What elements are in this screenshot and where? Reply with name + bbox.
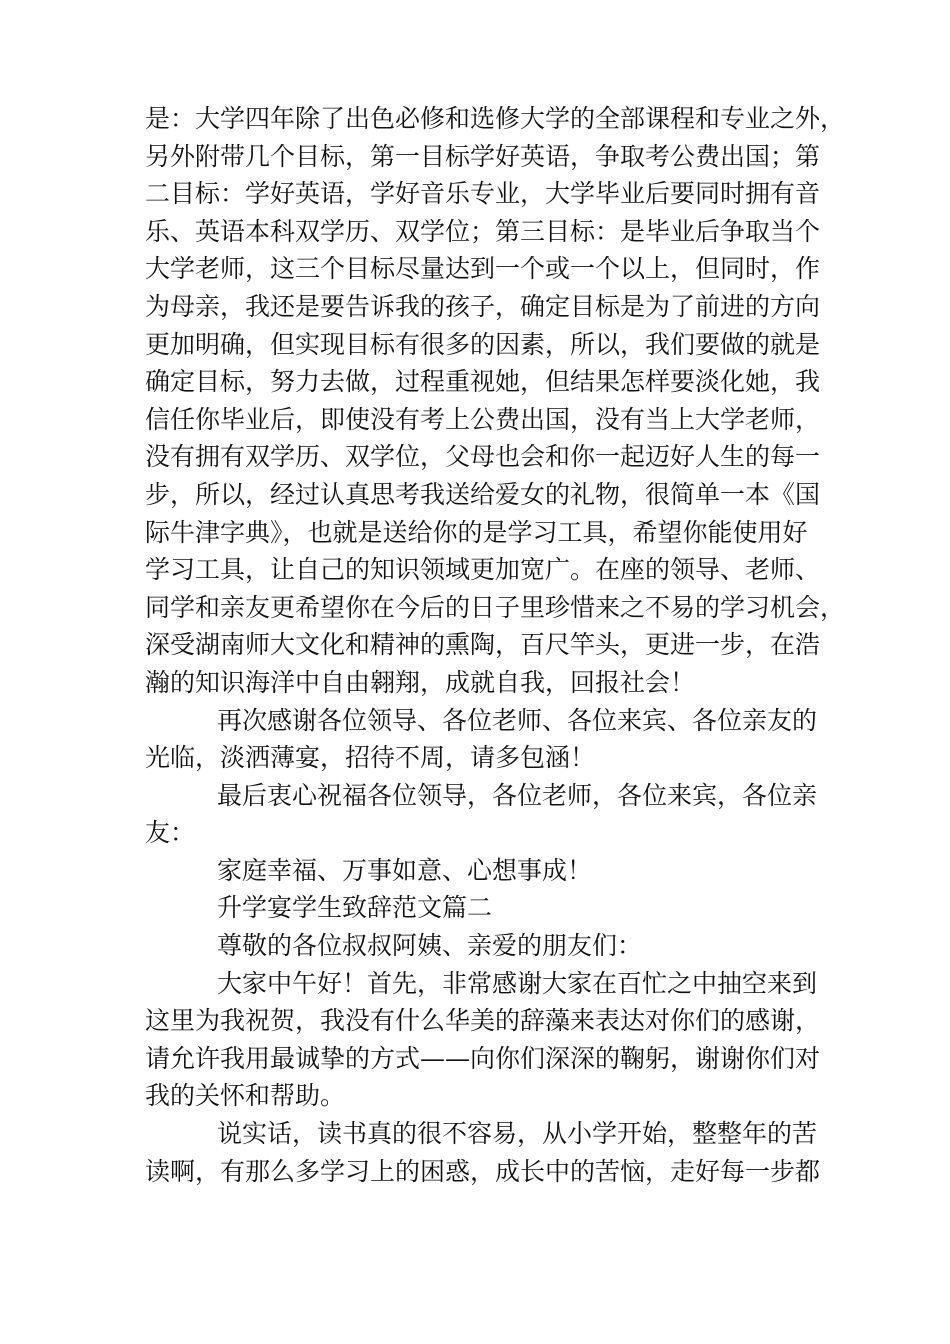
text-line: 大学老师，这三个目标尽量达到一个或一个以上，但同时，作 [145,254,821,284]
salutation: 尊敬的各位叔叔阿姨、亲爱的朋友们： [217,931,643,961]
section-heading: 升学宴学生致辞范文篇二 [217,893,493,923]
text-line: 没有拥有双学历、双学位，父母也会和你一起迈好人生的每一 [145,442,821,472]
paragraph-start: 家庭幸福、万事如意、心想事成！ [217,855,593,885]
paragraph-start: 再次感谢各位领导、各位老师、各位来宾、各位亲友的 [217,705,818,735]
text-line: 我的关怀和帮助。 [145,1081,346,1111]
text-line: 是：大学四年除了出色必修和选修大学的全部课程和专业之外， [145,104,846,133]
text-line: 光临，淡洒薄宴，招待不周，请多包涵！ [145,743,596,773]
text-line: 乐、英语本科双学历、双学位；第三目标：是毕业后争取当个 [145,216,821,246]
text-line: 为母亲，我还是要告诉我的孩子，确定目标是为了前进的方向 [145,291,821,321]
text-line: 友： [145,818,196,848]
body-text [145,100,846,1190]
text-line: 读啊，有那么多学习上的困惑，成长中的苦恼，走好每一步都 [145,1156,821,1186]
text-line: 际牛津字典》，也就是送给你的是学习工具，希望你能使用好 [145,517,808,547]
text-line: 同学和亲友更希望你在今后的日子里珍惜来之不易的学习机会， [145,592,846,622]
text-line: 二目标：学好英语，学好音乐专业，大学毕业后要同时拥有音 [145,179,821,209]
text-line: 更加明确，但实现目标有很多的因素，所以，我们要做的就是 [145,329,821,359]
text-line: 这里为我祝贺，我没有什么华美的辞藻来表达对你们的感谢， [145,1006,821,1036]
paragraph-start: 说实话，读书真的很不容易，从小学开始，整整年的苦 [217,1119,818,1149]
paragraph-start: 最后衷心祝福各位领导，各位老师，各位来宾，各位亲 [217,780,818,810]
text-line: 请允许我用最诚挚的方式——向你们深深的鞠躬，谢谢你们对 [145,1043,821,1073]
text-line: 深受湖南师大文化和精神的熏陶，百尺竿头，更进一步，在浩 [145,630,821,660]
text-line: 确定目标，努力去做，过程重视她，但结果怎样要淡化她，我 [145,367,821,397]
text-line: 另外附带几个目标，第一目标学好英语，争取考公费出国；第 [145,141,821,171]
paragraph-start: 大家中午好！首先，非常感谢大家在百忙之中抽空来到 [217,968,818,998]
text-line: 瀚的知识海洋中自由翱翔，成就自我，回报社会！ [145,667,696,697]
text-line: 学习工具，让自己的知识领域更加宽广。在座的领导、老师、 [145,555,821,585]
text-line: 步，所以，经过认真思考我送给爱女的礼物，很简单一本《国 [145,479,821,509]
text-line: 信任你毕业后，即使没有考上公费出国，没有当上大学老师， [145,404,821,434]
